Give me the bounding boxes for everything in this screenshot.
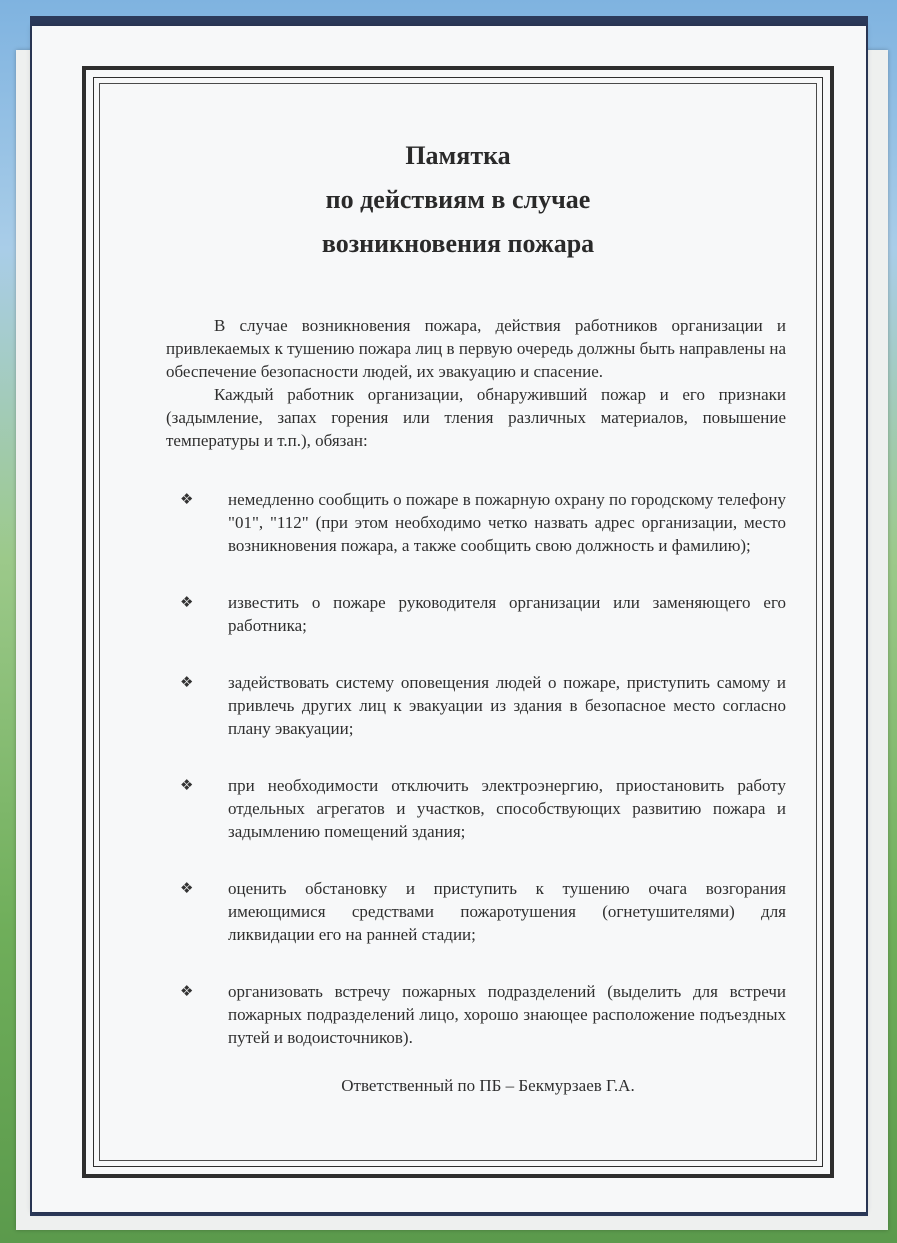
paper-sheet (32, 26, 866, 1212)
diamond-bullet-icon: ❖ (180, 593, 194, 611)
list-item (180, 488, 786, 557)
list-item-text: оценить обстановку и приступить к тушению очага возгорания имеющимися средствами пожаротушения (огнетушителями) для ликвидации его на ранней стадии; (228, 879, 786, 944)
diamond-bullet-icon: ❖ (180, 982, 194, 1000)
list-item-text: задействовать систему оповещения людей о пожаре, приступить самому и привлечь других лиц к эвакуации из здания в безопасное место согласно плану эвакуации; (228, 673, 786, 738)
list-item (180, 671, 786, 740)
title-line-1: Памятка (405, 141, 511, 170)
list-item-text: при необходимости отключить электроэнергию, приостановить работу отдельных агрегатов и участков, способствующих развитию пожара и задымлению помещений здания; (228, 776, 786, 841)
intro-paragraph-2: Каждый работник организации, обнаруживший пожар и его признаки (задымление, запах горения или тления различных материалов, повышение температуры и т.п.), обязан: (166, 385, 786, 450)
list-item-text: немедленно сообщить о пожаре в пожарную охрану по городскому телефону "01", "112" (при этом необходимо четко назвать адрес организации, место возникновения пожара, а также сообщить свою должность и фамилию); (228, 490, 786, 555)
list-item (180, 877, 786, 946)
intro-paragraph-1: В случае возникновения пожара, действия работников организации и привлекаемых к тушению пожара лиц в первую очередь должны быть направлены на обеспечение безопасности людей, их эвакуацию и спасение. (166, 316, 786, 381)
list-item-text: известить о пожаре руководителя организации или заменяющего его работника; (228, 593, 786, 635)
list-item-text: организовать встречу пожарных подразделений (выделить для встречи пожарных подразделений лицо, хорошо знающее расположение подъездных путей и водоисточников). (228, 982, 786, 1047)
document-frame (82, 66, 834, 1178)
title-line-3: возникновения пожара (321, 229, 595, 258)
instructions-list (180, 488, 786, 1049)
diamond-bullet-icon: ❖ (180, 490, 194, 508)
signature-line: Ответственный по ПБ – Бекмурзаев Г.А. (341, 1076, 635, 1095)
intro-text (166, 314, 786, 452)
diamond-bullet-icon: ❖ (180, 879, 194, 897)
diamond-bullet-icon: ❖ (180, 776, 194, 794)
list-item (180, 591, 786, 637)
title-line-2: по действиям в случае (325, 185, 591, 214)
document-title (86, 134, 830, 266)
diamond-bullet-icon: ❖ (180, 673, 194, 691)
list-item (180, 774, 786, 843)
list-item (180, 980, 786, 1049)
